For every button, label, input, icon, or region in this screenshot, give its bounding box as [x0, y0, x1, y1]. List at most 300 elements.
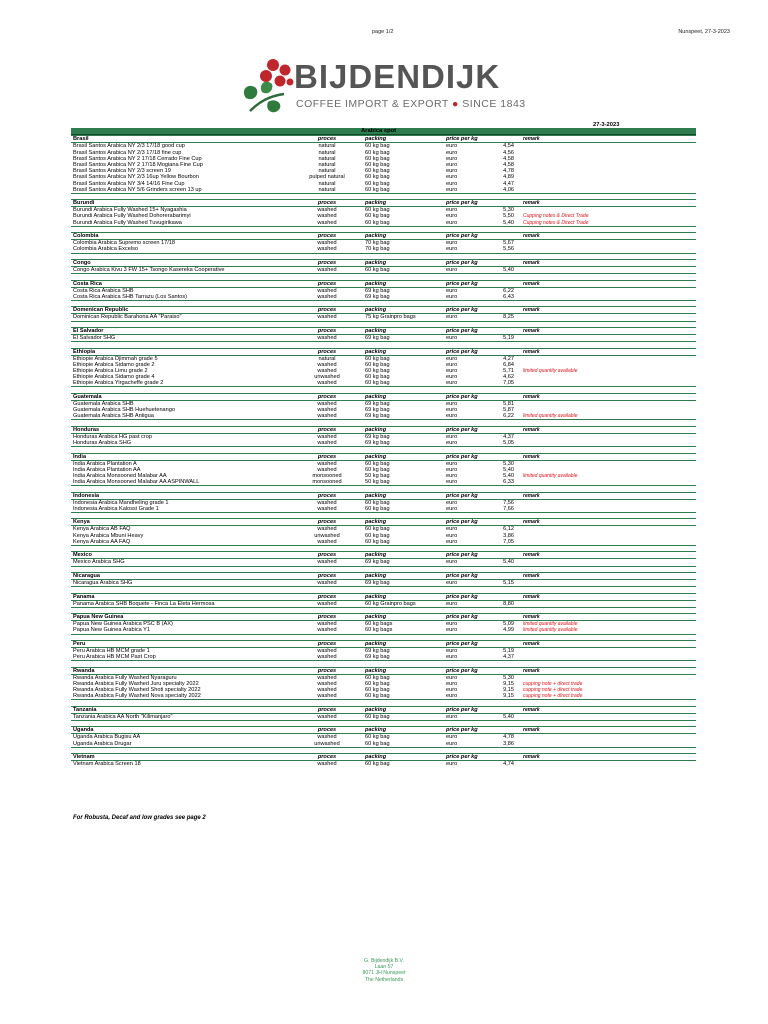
country-name: El Salvador: [73, 327, 104, 334]
currency-cell: euro: [446, 621, 458, 628]
currency-cell: euro: [446, 734, 458, 741]
product-name: India Arabica Monsooned Malabar AA ASPINWALL: [73, 479, 200, 486]
proces-header: proces: [317, 552, 337, 559]
packing-header: packing: [365, 453, 387, 460]
remark-cell: Cupping notes & Direct Trade: [523, 213, 589, 220]
currency-cell: euro: [446, 526, 458, 533]
product-name: Indonesia Arabica Mandheling grade 1: [73, 499, 169, 506]
product-name: Tanzania Arabica AA North "Kilimanjaro": [73, 713, 173, 720]
remark-header: remark: [523, 453, 540, 460]
proces-header: proces: [317, 260, 337, 266]
packing-header: packing: [365, 640, 387, 647]
remark-header: remark: [523, 260, 540, 266]
address-line: G. Bijdendijk B.V.: [364, 958, 404, 964]
packing-cell: 60 kg bag: [365, 355, 390, 362]
remark-cell: cupping note + direct trade: [523, 693, 583, 700]
packing-cell: 69 kg bag: [365, 654, 390, 661]
country-name: Honduras: [73, 426, 100, 433]
product-name: Honduras Arabica HG past crop: [73, 433, 152, 440]
product-name: Costa Rica Arabica SHB Tarrazu (Los Santos): [73, 293, 187, 300]
packing-cell: 69 kg bag: [365, 334, 390, 341]
price-header: price per kg: [446, 754, 478, 761]
brand-tagline: [296, 98, 526, 110]
price-header: price per kg: [446, 667, 478, 674]
table-title: Arabica spot: [361, 128, 397, 134]
proces-cell: washed: [317, 761, 337, 768]
currency-cell: euro: [446, 713, 458, 720]
packing-cell: 60 kg bag: [365, 526, 390, 533]
currency-cell: euro: [446, 380, 458, 387]
currency-cell: euro: [446, 207, 458, 214]
country-header-row: [71, 280, 696, 288]
remark-header: remark: [523, 136, 540, 143]
table-row: [71, 267, 696, 273]
packing-header: packing: [365, 754, 387, 761]
product-name: Guatemala Arabica SHB: [73, 400, 134, 407]
price-header: price per kg: [446, 426, 478, 433]
proces-cell: washed: [317, 246, 337, 253]
packing-header: packing: [365, 233, 387, 240]
price-table: [71, 128, 696, 767]
product-name: Rwanda Arabica Fully Washed Nova specialty 2022: [73, 693, 201, 700]
product-name: Kenya Arabica AB FAQ: [73, 526, 131, 533]
country-header-row: [71, 706, 696, 714]
currency-cell: euro: [446, 374, 458, 381]
proces-header: proces: [317, 727, 337, 734]
price-cell: 5,05: [503, 439, 514, 446]
country-name: Congo: [73, 260, 91, 266]
proces-cell: washed: [317, 207, 337, 214]
price-cell: 4,89: [503, 174, 514, 181]
remark-cell: cupping note + direct trade: [523, 687, 583, 694]
currency-cell: euro: [446, 433, 458, 440]
table-row: [71, 627, 696, 633]
packing-cell: 60 kg bag: [365, 174, 390, 181]
product-name: Vietnam Arabica Screen 18: [73, 761, 141, 768]
packing-cell: 60 kg bag: [365, 149, 390, 156]
price-cell: 4,27: [503, 355, 514, 362]
proces-cell: unwashed: [314, 532, 340, 539]
table-row: [71, 539, 696, 545]
product-name: Kenya Arabica Mbuni Heavy: [73, 532, 144, 539]
packing-header: packing: [365, 426, 387, 433]
remark-header: remark: [523, 754, 540, 761]
proces-header: proces: [317, 453, 337, 460]
product-name: Rwanda Arabica Fully Washed Juru specialty 2022: [73, 680, 199, 687]
currency-cell: euro: [446, 600, 458, 607]
proces-cell: monsooned: [312, 472, 342, 479]
table-title-bar: [71, 128, 696, 135]
currency-cell: euro: [446, 361, 458, 368]
price-cell: 5,50: [503, 213, 514, 220]
footnote: For Robusta, Decaf and low grades see page 2: [73, 815, 206, 821]
packing-header: packing: [365, 136, 387, 143]
proces-cell: washed: [317, 680, 337, 687]
proces-cell: washed: [317, 413, 337, 420]
country-name: Peru: [73, 640, 86, 647]
product-name: Indonesia Arabica Kalossi Grade 1: [73, 505, 159, 512]
packing-cell: 69 kg bag: [365, 407, 390, 414]
price-header: price per kg: [446, 492, 478, 499]
price-cell: 4,62: [503, 374, 514, 381]
proces-cell: washed: [317, 499, 337, 506]
currency-cell: euro: [446, 579, 458, 586]
currency-cell: euro: [446, 186, 458, 193]
currency-cell: euro: [446, 314, 458, 321]
proces-cell: natural: [318, 355, 336, 362]
packing-cell: 60 kg bag: [365, 219, 390, 226]
proces-cell: washed: [317, 367, 337, 374]
country-name: Burundi: [73, 200, 95, 207]
product-name: Colombia Arabica Supremo screen 17/18: [73, 240, 175, 247]
country-header-row: [71, 259, 696, 267]
packing-cell: 60 kg bag: [365, 361, 390, 368]
packing-cell: 69 kg bag: [365, 413, 390, 420]
proces-cell: natural: [318, 143, 336, 150]
price-header: price per kg: [446, 453, 478, 460]
packing-header: packing: [365, 492, 387, 499]
remark-cell: cupping note + direct trade: [523, 680, 583, 687]
proces-header: proces: [317, 280, 337, 287]
price-header: price per kg: [446, 519, 478, 526]
price-cell: 6,33: [503, 479, 514, 486]
proces-cell: washed: [317, 647, 337, 654]
packing-cell: 60 kg bag: [365, 466, 390, 473]
remark-header: remark: [523, 667, 540, 674]
price-cell: 5,30: [503, 460, 514, 467]
price-cell: 7,66: [503, 505, 514, 512]
price-cell: 5,81: [503, 400, 514, 407]
price-header: price per kg: [446, 640, 478, 647]
product-name: Ethiopie Arabica Limu grade 2: [73, 367, 148, 374]
price-cell: 4,74: [503, 761, 514, 768]
price-cell: 6,84: [503, 361, 514, 368]
table-row: [71, 479, 696, 485]
proces-cell: washed: [317, 439, 337, 446]
currency-cell: euro: [446, 161, 458, 168]
address-line: 8071 JH Nunspeet: [362, 970, 406, 977]
packing-cell: 60 kg Grainpro bags: [365, 600, 416, 607]
currency-cell: euro: [446, 413, 458, 420]
product-name: Burundi Arabica Fully Washed Dohorerabarimyi: [73, 213, 191, 220]
country-header-row: [71, 518, 696, 526]
product-name: Congo Arabica Kivu 3 FW 15+ Tsongo Kasereka Cooperative: [73, 267, 225, 273]
country-name: India: [73, 453, 87, 460]
currency-cell: euro: [446, 400, 458, 407]
proces-cell: natural: [318, 168, 336, 175]
remark-header: remark: [523, 640, 540, 647]
country-name: Guatemala: [73, 393, 102, 400]
table-row: [71, 440, 696, 446]
price-cell: 6,12: [503, 526, 514, 533]
address-line: The Netherlands: [364, 976, 404, 983]
product-name: Colombia Arabica Excelso: [73, 246, 138, 253]
currency-cell: euro: [446, 460, 458, 467]
price-header: price per kg: [446, 200, 478, 207]
packing-cell: 50 kg bag: [365, 472, 390, 479]
proces-header: proces: [317, 667, 337, 674]
remark-cell: Cupping notes & Direct Trade: [523, 219, 589, 226]
product-name: India Arabica Plantation AA: [73, 466, 141, 473]
price-header: price per kg: [446, 280, 478, 287]
table-row: [71, 761, 696, 767]
country-header-row: [71, 613, 696, 621]
product-name: Brasil Santos Arabica NY 2 17/18 Mogiana Fine Cup: [73, 161, 203, 168]
product-name: Brasil Santos Arabica NY 2/3 17/18 good cup: [73, 143, 185, 150]
remark-header: remark: [523, 327, 540, 334]
currency-cell: euro: [446, 505, 458, 512]
country-header-row: [71, 572, 696, 580]
product-name: Peru Arabica HB MCM grade 1: [73, 647, 150, 654]
product-name: Costa Rica Arabica SHB: [73, 287, 134, 294]
price-cell: 5,40: [503, 559, 514, 566]
packing-cell: 60 kg bag: [365, 155, 390, 162]
proces-header: proces: [317, 593, 337, 600]
remark-cell: limited quantity available: [523, 627, 578, 634]
price-cell: 8,80: [503, 600, 514, 607]
tagline-dot-icon: ●: [452, 98, 459, 110]
currency-cell: euro: [446, 532, 458, 539]
currency-cell: euro: [446, 240, 458, 247]
packing-cell: 60 kg bag: [365, 734, 390, 741]
proces-header: proces: [317, 492, 337, 499]
price-cell: 4,78: [503, 734, 514, 741]
proces-cell: natural: [318, 155, 336, 162]
proces-cell: washed: [317, 460, 337, 467]
currency-cell: euro: [446, 149, 458, 156]
packing-cell: 60 kg bag: [365, 761, 390, 768]
country-name: Indonesia: [73, 492, 100, 499]
product-name: Uganda Arabica Drugar: [73, 740, 132, 747]
product-name: Mexico Arabica SHG: [73, 559, 125, 566]
table-row: [71, 314, 696, 320]
proces-header: proces: [317, 348, 337, 355]
proces-cell: unwashed: [314, 740, 340, 747]
remark-header: remark: [523, 706, 540, 713]
packing-cell: 69 kg bag: [365, 579, 390, 586]
proces-cell: washed: [317, 559, 337, 566]
product-name: Nicaragua Arabica SHG: [73, 579, 133, 586]
price-cell: 9,15: [503, 680, 514, 687]
product-name: Brasil Santos Arabica NY 2/3 screen 19: [73, 168, 171, 175]
packing-cell: 60 kg bag: [365, 374, 390, 381]
currency-cell: euro: [446, 213, 458, 220]
packing-cell: 60 kg bag: [365, 499, 390, 506]
product-name: India Arabica Monsooned Malabar AA: [73, 472, 167, 479]
price-cell: 5,40: [503, 267, 514, 273]
price-cell: 5,56: [503, 246, 514, 253]
country-name: Panama: [73, 593, 95, 600]
product-name: Guatemala Arabica SHB Huehuetenango: [73, 407, 175, 414]
proces-header: proces: [317, 572, 337, 579]
price-cell: 4,54: [503, 143, 514, 150]
price-cell: 5,30: [503, 674, 514, 681]
packing-cell: 50 kg bag: [365, 479, 390, 486]
packing-cell: 60 kg bag: [365, 674, 390, 681]
remark-header: remark: [523, 593, 540, 600]
table-row: [71, 220, 696, 226]
price-cell: 5,40: [503, 466, 514, 473]
price-header: price per kg: [446, 233, 478, 240]
product-name: Peru Arabica HB MCM Past Crop: [73, 654, 156, 661]
proces-header: proces: [317, 640, 337, 647]
proces-header: proces: [317, 233, 337, 240]
remark-header: remark: [523, 200, 540, 207]
price-header: price per kg: [446, 614, 478, 621]
price-header: price per kg: [446, 552, 478, 559]
packing-cell: 70 kg bag: [365, 240, 390, 247]
price-cell: 5,19: [503, 647, 514, 654]
proces-cell: natural: [318, 180, 336, 187]
proces-header: proces: [317, 136, 337, 143]
price-cell: 4,78: [503, 168, 514, 175]
packing-header: packing: [365, 572, 387, 579]
proces-header: proces: [317, 426, 337, 433]
table-row: [71, 654, 696, 660]
proces-cell: washed: [317, 627, 337, 634]
remark-header: remark: [523, 614, 540, 621]
packing-cell: 60 kg bag: [365, 680, 390, 687]
currency-cell: euro: [446, 174, 458, 181]
proces-cell: unwashed: [314, 374, 340, 381]
country-header-row: [71, 199, 696, 207]
price-cell: 4,56: [503, 149, 514, 156]
product-name: Burundi Arabica Fully Washed 15+ Nyagashia: [73, 207, 187, 214]
currency-cell: euro: [446, 143, 458, 150]
proces-cell: washed: [317, 213, 337, 220]
bijdendijk-logo: [240, 52, 526, 124]
product-name: Honduras Arabica SHG: [73, 439, 132, 446]
price-cell: 4,58: [503, 161, 514, 168]
proces-cell: washed: [317, 361, 337, 368]
packing-cell: 69 kg bag: [365, 433, 390, 440]
price-header: price per kg: [446, 327, 478, 334]
packing-cell: 60 kg bag: [365, 161, 390, 168]
price-header: price per kg: [446, 136, 478, 143]
packing-cell: 69 kg bag: [365, 293, 390, 300]
price-header: price per kg: [446, 348, 478, 355]
currency-cell: euro: [446, 627, 458, 634]
proces-cell: washed: [317, 654, 337, 661]
currency-cell: euro: [446, 287, 458, 294]
currency-cell: euro: [446, 355, 458, 362]
table-row: [71, 246, 696, 252]
country-name: Brasil: [73, 136, 89, 143]
currency-cell: euro: [446, 246, 458, 253]
price-cell: 5,67: [503, 240, 514, 247]
packing-cell: 60 kg bag: [365, 186, 390, 193]
country-header-row: [71, 327, 696, 335]
country-header-row: [71, 348, 696, 356]
packing-header: packing: [365, 593, 387, 600]
table-row: [71, 335, 696, 341]
proces-cell: washed: [317, 687, 337, 694]
coffee-branch-icon: [240, 56, 294, 118]
price-cell: 5,30: [503, 207, 514, 214]
price-cell: 4,37: [503, 433, 514, 440]
currency-cell: euro: [446, 407, 458, 414]
packing-header: packing: [365, 327, 387, 334]
currency-cell: euro: [446, 466, 458, 473]
packing-cell: 69 kg bag: [365, 647, 390, 654]
country-header-row: [71, 667, 696, 675]
price-header: price per kg: [446, 393, 478, 400]
remark-header: remark: [523, 233, 540, 240]
product-name: Brasil Santos Arabica NY 5/6 Grinders screen 13 up: [73, 186, 202, 193]
table-row: [71, 714, 696, 720]
currency-cell: euro: [446, 654, 458, 661]
country-name: Ethiopia: [73, 348, 96, 355]
currency-cell: euro: [446, 761, 458, 768]
packing-cell: 60 kg bag: [365, 367, 390, 374]
table-row: [71, 187, 696, 193]
brand-wordmark: BIJDENDIJK: [294, 58, 501, 95]
remark-cell: limited quantity available: [523, 413, 578, 420]
packing-header: packing: [365, 280, 387, 287]
proces-header: proces: [317, 614, 337, 621]
product-name: Brasil Santos Arabica NY 3/4 14/16 Fine Cup: [73, 180, 185, 187]
proces-cell: washed: [317, 693, 337, 700]
remark-header: remark: [523, 393, 540, 400]
packing-cell: 60 kg bag: [365, 180, 390, 187]
country-header-row: [71, 551, 696, 559]
country-header-row: [71, 135, 696, 143]
currency-cell: euro: [446, 680, 458, 687]
table-row: [71, 693, 696, 699]
price-cell: 5,15: [503, 579, 514, 586]
remark-header: remark: [523, 492, 540, 499]
company-address: [0, 958, 768, 983]
currency-cell: euro: [446, 267, 458, 273]
currency-cell: euro: [446, 180, 458, 187]
proces-cell: washed: [317, 713, 337, 720]
packing-cell: 60 kg bags: [365, 621, 393, 628]
packing-cell: 60 kg bag: [365, 687, 390, 694]
country-name: Nicaragua: [73, 572, 101, 579]
country-name: Domenican Republic: [73, 307, 129, 314]
product-name: India Arabica Plantation A: [73, 460, 137, 467]
price-cell: 5,19: [503, 334, 514, 341]
country-header-row: [71, 726, 696, 734]
packing-cell: 60 kg bag: [365, 380, 390, 387]
remark-cell: limited quantity available: [523, 621, 578, 628]
packing-cell: 69 kg bag: [365, 287, 390, 294]
price-cell: 7,05: [503, 380, 514, 387]
packing-header: packing: [365, 200, 387, 207]
tagline-left: COFFEE IMPORT & EXPORT: [296, 98, 449, 110]
price-header: price per kg: [446, 260, 478, 266]
country-header-row: [71, 492, 696, 500]
country-name: Mexico: [73, 552, 92, 559]
price-header: price per kg: [446, 593, 478, 600]
price-cell: 6,22: [503, 413, 514, 420]
price-cell: 8,25: [503, 314, 514, 321]
currency-cell: euro: [446, 479, 458, 486]
price-cell: 5,09: [503, 621, 514, 628]
price-cell: 5,87: [503, 407, 514, 414]
proces-cell: washed: [317, 407, 337, 414]
proces-header: proces: [317, 393, 337, 400]
packing-header: packing: [365, 727, 387, 734]
product-name: Ethiopie Arabica Sidamo grade 2: [73, 361, 155, 368]
product-name: Kenya Arabica AA FAQ: [73, 538, 131, 545]
table-row: [71, 580, 696, 586]
product-name: Brasil Santos Arabica NY 2/3 17/18 fine cup: [73, 149, 182, 156]
table-row: [71, 506, 696, 512]
currency-cell: euro: [446, 168, 458, 175]
currency-cell: euro: [446, 559, 458, 566]
proces-cell: washed: [317, 400, 337, 407]
